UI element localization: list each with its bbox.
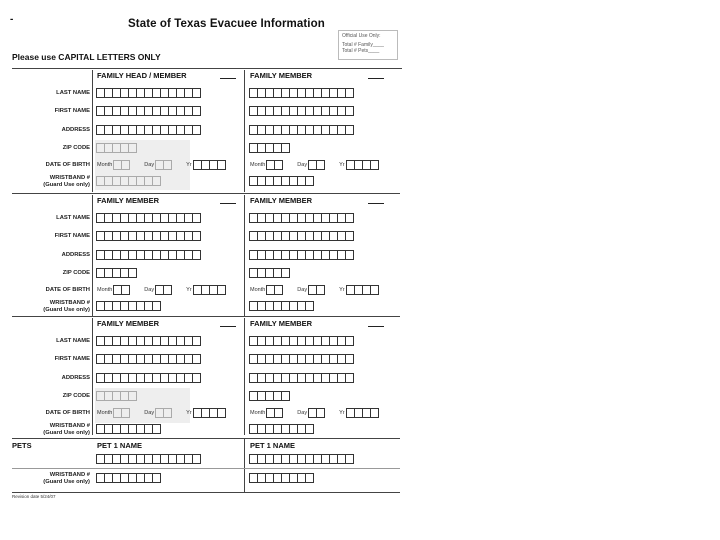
char-box[interactable] xyxy=(345,354,354,364)
char-box[interactable] xyxy=(305,424,314,434)
guard-use-label: (Guard Use only) xyxy=(43,479,90,485)
char-box[interactable] xyxy=(152,473,161,483)
last-label: LAST NAME xyxy=(56,90,90,96)
month-input[interactable] xyxy=(114,408,130,418)
day-input[interactable] xyxy=(156,160,172,170)
char-box[interactable] xyxy=(281,143,290,153)
total-family: Total # Family____ xyxy=(342,42,384,48)
day-label: Day xyxy=(144,162,155,168)
month-input[interactable] xyxy=(267,285,283,295)
wristband-input-col1[interactable] xyxy=(97,424,161,434)
last-input-col2[interactable] xyxy=(250,213,354,223)
wristband-label: WRISTBAND # xyxy=(49,423,90,429)
address-input-col2[interactable] xyxy=(250,373,354,383)
zip-input-col1[interactable] xyxy=(97,391,137,401)
month-input[interactable] xyxy=(267,160,283,170)
member-header: FAMILY MEMBER xyxy=(250,71,313,80)
char-box[interactable] xyxy=(345,213,354,223)
day-label: Day xyxy=(297,287,308,293)
first-label: FIRST NAME xyxy=(54,108,90,114)
day-input[interactable] xyxy=(156,408,172,418)
section-divider xyxy=(12,316,400,317)
char-box[interactable] xyxy=(192,336,201,346)
first-input-col2[interactable] xyxy=(250,354,354,364)
day-label: Day xyxy=(144,287,155,293)
yr-label: Yr xyxy=(339,410,345,416)
member-number-blank[interactable] xyxy=(220,326,236,327)
month-input[interactable] xyxy=(114,285,130,295)
total-pets: Total # Pets____ xyxy=(342,48,380,54)
yr-input[interactable] xyxy=(194,408,226,418)
pets-label: PETS xyxy=(12,441,32,450)
char-box[interactable] xyxy=(192,454,201,464)
col2-date-of-birth-field xyxy=(250,408,393,418)
char-box[interactable] xyxy=(316,285,325,295)
pet-wristband-col1[interactable] xyxy=(97,473,161,483)
pet-name-input-col1[interactable] xyxy=(97,454,201,464)
char-box[interactable] xyxy=(345,125,354,135)
char-box[interactable] xyxy=(163,408,172,418)
col2-date-of-birth-field xyxy=(250,160,393,170)
yr-input[interactable] xyxy=(194,160,226,170)
column-divider xyxy=(92,70,93,192)
zip-input-col2[interactable] xyxy=(250,268,290,278)
column-divider xyxy=(244,438,245,492)
pet-name-input-col2[interactable] xyxy=(250,454,354,464)
char-box[interactable] xyxy=(217,285,226,295)
char-box[interactable] xyxy=(305,473,314,483)
char-box[interactable] xyxy=(274,285,283,295)
last-input-col1[interactable] xyxy=(97,213,201,223)
yr-input[interactable] xyxy=(347,285,379,295)
wristband-input-col2[interactable] xyxy=(250,301,314,311)
section-divider xyxy=(12,492,400,493)
char-box[interactable] xyxy=(163,160,172,170)
char-box[interactable] xyxy=(281,391,290,401)
month-input[interactable] xyxy=(114,160,130,170)
char-box[interactable] xyxy=(152,176,161,186)
zip-label: ZIP CODE xyxy=(62,145,90,151)
last-label: LAST NAME xyxy=(56,215,90,221)
wristband-input-col2[interactable] xyxy=(250,424,314,434)
section-divider xyxy=(12,68,402,69)
first-input-col1[interactable] xyxy=(97,231,201,241)
member-number-blank[interactable] xyxy=(220,203,236,204)
wristband-label: WRISTBAND # xyxy=(49,472,90,478)
char-box[interactable] xyxy=(370,285,379,295)
yr-input[interactable] xyxy=(194,285,226,295)
char-box[interactable] xyxy=(121,285,130,295)
scan-mark: - xyxy=(10,14,14,25)
char-box[interactable] xyxy=(163,285,172,295)
guard-use-label: (Guard Use only) xyxy=(43,430,90,436)
char-box[interactable] xyxy=(316,160,325,170)
guard-use-label: (Guard Use only) xyxy=(43,307,90,313)
col1-date-of-birth-field xyxy=(97,408,240,418)
col1-date-of-birth-field xyxy=(97,160,240,170)
form-title: State of Texas Evacuee Information xyxy=(128,18,325,30)
zip-input-col2[interactable] xyxy=(250,143,290,153)
last-input-col2[interactable] xyxy=(250,88,354,98)
address-input-col1[interactable] xyxy=(97,125,201,135)
column-divider xyxy=(92,195,93,317)
official-title: Official Use Only: xyxy=(342,33,381,39)
guard-use-label: (Guard Use only) xyxy=(43,182,90,188)
member-header: FAMILY MEMBER xyxy=(97,196,160,205)
pet-wristband-col2[interactable] xyxy=(250,473,314,483)
member-header: FAMILY MEMBER xyxy=(250,196,313,205)
address-input-col1[interactable] xyxy=(97,373,201,383)
char-box[interactable] xyxy=(345,373,354,383)
address-label: ADDRESS xyxy=(61,252,90,258)
last-input-col1[interactable] xyxy=(97,336,201,346)
month-input[interactable] xyxy=(267,408,283,418)
zip-label: ZIP CODE xyxy=(62,393,90,399)
day-label: Day xyxy=(144,410,155,416)
section-divider xyxy=(12,438,400,439)
yr-label: Yr xyxy=(339,162,345,168)
char-box[interactable] xyxy=(152,424,161,434)
member-number-blank[interactable] xyxy=(368,78,384,79)
month-label: Month xyxy=(97,162,113,168)
address-label: ADDRESS xyxy=(61,375,90,381)
day-input[interactable] xyxy=(309,285,325,295)
last-label: LAST NAME xyxy=(56,338,90,344)
address-input-col1[interactable] xyxy=(97,250,201,260)
char-box[interactable] xyxy=(217,408,226,418)
instructions: Please use CAPITAL LETTERS ONLY xyxy=(12,52,161,62)
member-header: FAMILY MEMBER xyxy=(97,319,160,328)
char-box[interactable] xyxy=(274,160,283,170)
address-input-col2[interactable] xyxy=(250,125,354,135)
member-number-blank[interactable] xyxy=(220,78,236,79)
first-input-col2[interactable] xyxy=(250,231,354,241)
char-box[interactable] xyxy=(152,301,161,311)
char-box[interactable] xyxy=(192,231,201,241)
section-divider xyxy=(12,193,400,194)
char-box[interactable] xyxy=(192,373,201,383)
char-box[interactable] xyxy=(345,88,354,98)
last-input-col1[interactable] xyxy=(97,88,201,98)
day-input[interactable] xyxy=(156,285,172,295)
char-box[interactable] xyxy=(192,354,201,364)
zip-label: ZIP CODE xyxy=(62,270,90,276)
column-divider xyxy=(244,318,245,435)
member-number-blank[interactable] xyxy=(368,326,384,327)
section-divider xyxy=(12,468,400,469)
column-divider xyxy=(92,318,93,435)
char-box[interactable] xyxy=(192,88,201,98)
official-use-box xyxy=(338,30,398,60)
address-input-col2[interactable] xyxy=(250,250,354,260)
member-number-blank[interactable] xyxy=(368,203,384,204)
char-box[interactable] xyxy=(305,301,314,311)
address-label: ADDRESS xyxy=(61,127,90,133)
yr-input[interactable] xyxy=(347,408,379,418)
pet-header: PET 1 NAME xyxy=(97,441,143,450)
char-box[interactable] xyxy=(217,160,226,170)
wristband-input-col1[interactable] xyxy=(97,301,161,311)
month-label: Month xyxy=(97,410,113,416)
first-input-col1[interactable] xyxy=(97,106,201,116)
char-box[interactable] xyxy=(192,106,201,116)
char-box[interactable] xyxy=(316,408,325,418)
char-box[interactable] xyxy=(345,454,354,464)
char-box[interactable] xyxy=(281,268,290,278)
column-divider xyxy=(244,195,245,317)
char-box[interactable] xyxy=(121,408,130,418)
char-box[interactable] xyxy=(370,408,379,418)
char-box[interactable] xyxy=(121,160,130,170)
zip-input-col1[interactable] xyxy=(97,143,137,153)
char-box[interactable] xyxy=(128,143,137,153)
char-box[interactable] xyxy=(128,268,137,278)
yr-label: Yr xyxy=(339,287,345,293)
char-box[interactable] xyxy=(192,213,201,223)
wristband-label: WRISTBAND # xyxy=(49,175,90,181)
last-input-col2[interactable] xyxy=(250,336,354,346)
char-box[interactable] xyxy=(128,391,137,401)
char-box[interactable] xyxy=(345,106,354,116)
day-label: Day xyxy=(297,162,308,168)
zip-input-col2[interactable] xyxy=(250,391,290,401)
yr-label: Yr xyxy=(186,287,192,293)
col1-date-of-birth-field xyxy=(97,285,240,295)
first-input-col1[interactable] xyxy=(97,354,201,364)
char-box[interactable] xyxy=(305,176,314,186)
month-label: Month xyxy=(97,287,113,293)
dob-label: DATE OF BIRTH xyxy=(45,287,90,293)
char-box[interactable] xyxy=(192,125,201,135)
char-box[interactable] xyxy=(345,250,354,260)
zip-input-col1[interactable] xyxy=(97,268,137,278)
revision-date: Revision date 5/24/07 xyxy=(12,494,56,499)
day-input[interactable] xyxy=(309,408,325,418)
char-box[interactable] xyxy=(370,160,379,170)
first-label: FIRST NAME xyxy=(54,233,90,239)
col2-date-of-birth-field xyxy=(250,285,393,295)
column-divider xyxy=(244,70,245,192)
member-header: FAMILY HEAD / MEMBER xyxy=(97,71,187,80)
month-label: Month xyxy=(250,287,266,293)
day-input[interactable] xyxy=(309,160,325,170)
char-box[interactable] xyxy=(345,231,354,241)
yr-input[interactable] xyxy=(347,160,379,170)
month-label: Month xyxy=(250,410,266,416)
yr-label: Yr xyxy=(186,410,192,416)
first-label: FIRST NAME xyxy=(54,356,90,362)
wristband-input-col2[interactable] xyxy=(250,176,314,186)
member-header: FAMILY MEMBER xyxy=(250,319,313,328)
day-label: Day xyxy=(297,410,308,416)
month-label: Month xyxy=(250,162,266,168)
char-box[interactable] xyxy=(192,250,201,260)
pet-header: PET 1 NAME xyxy=(250,441,296,450)
dob-label: DATE OF BIRTH xyxy=(45,162,90,168)
yr-label: Yr xyxy=(186,162,192,168)
char-box[interactable] xyxy=(274,408,283,418)
first-input-col2[interactable] xyxy=(250,106,354,116)
wristband-input-col1[interactable] xyxy=(97,176,161,186)
wristband-label: WRISTBAND # xyxy=(49,300,90,306)
char-box[interactable] xyxy=(345,336,354,346)
dob-label: DATE OF BIRTH xyxy=(45,410,90,416)
